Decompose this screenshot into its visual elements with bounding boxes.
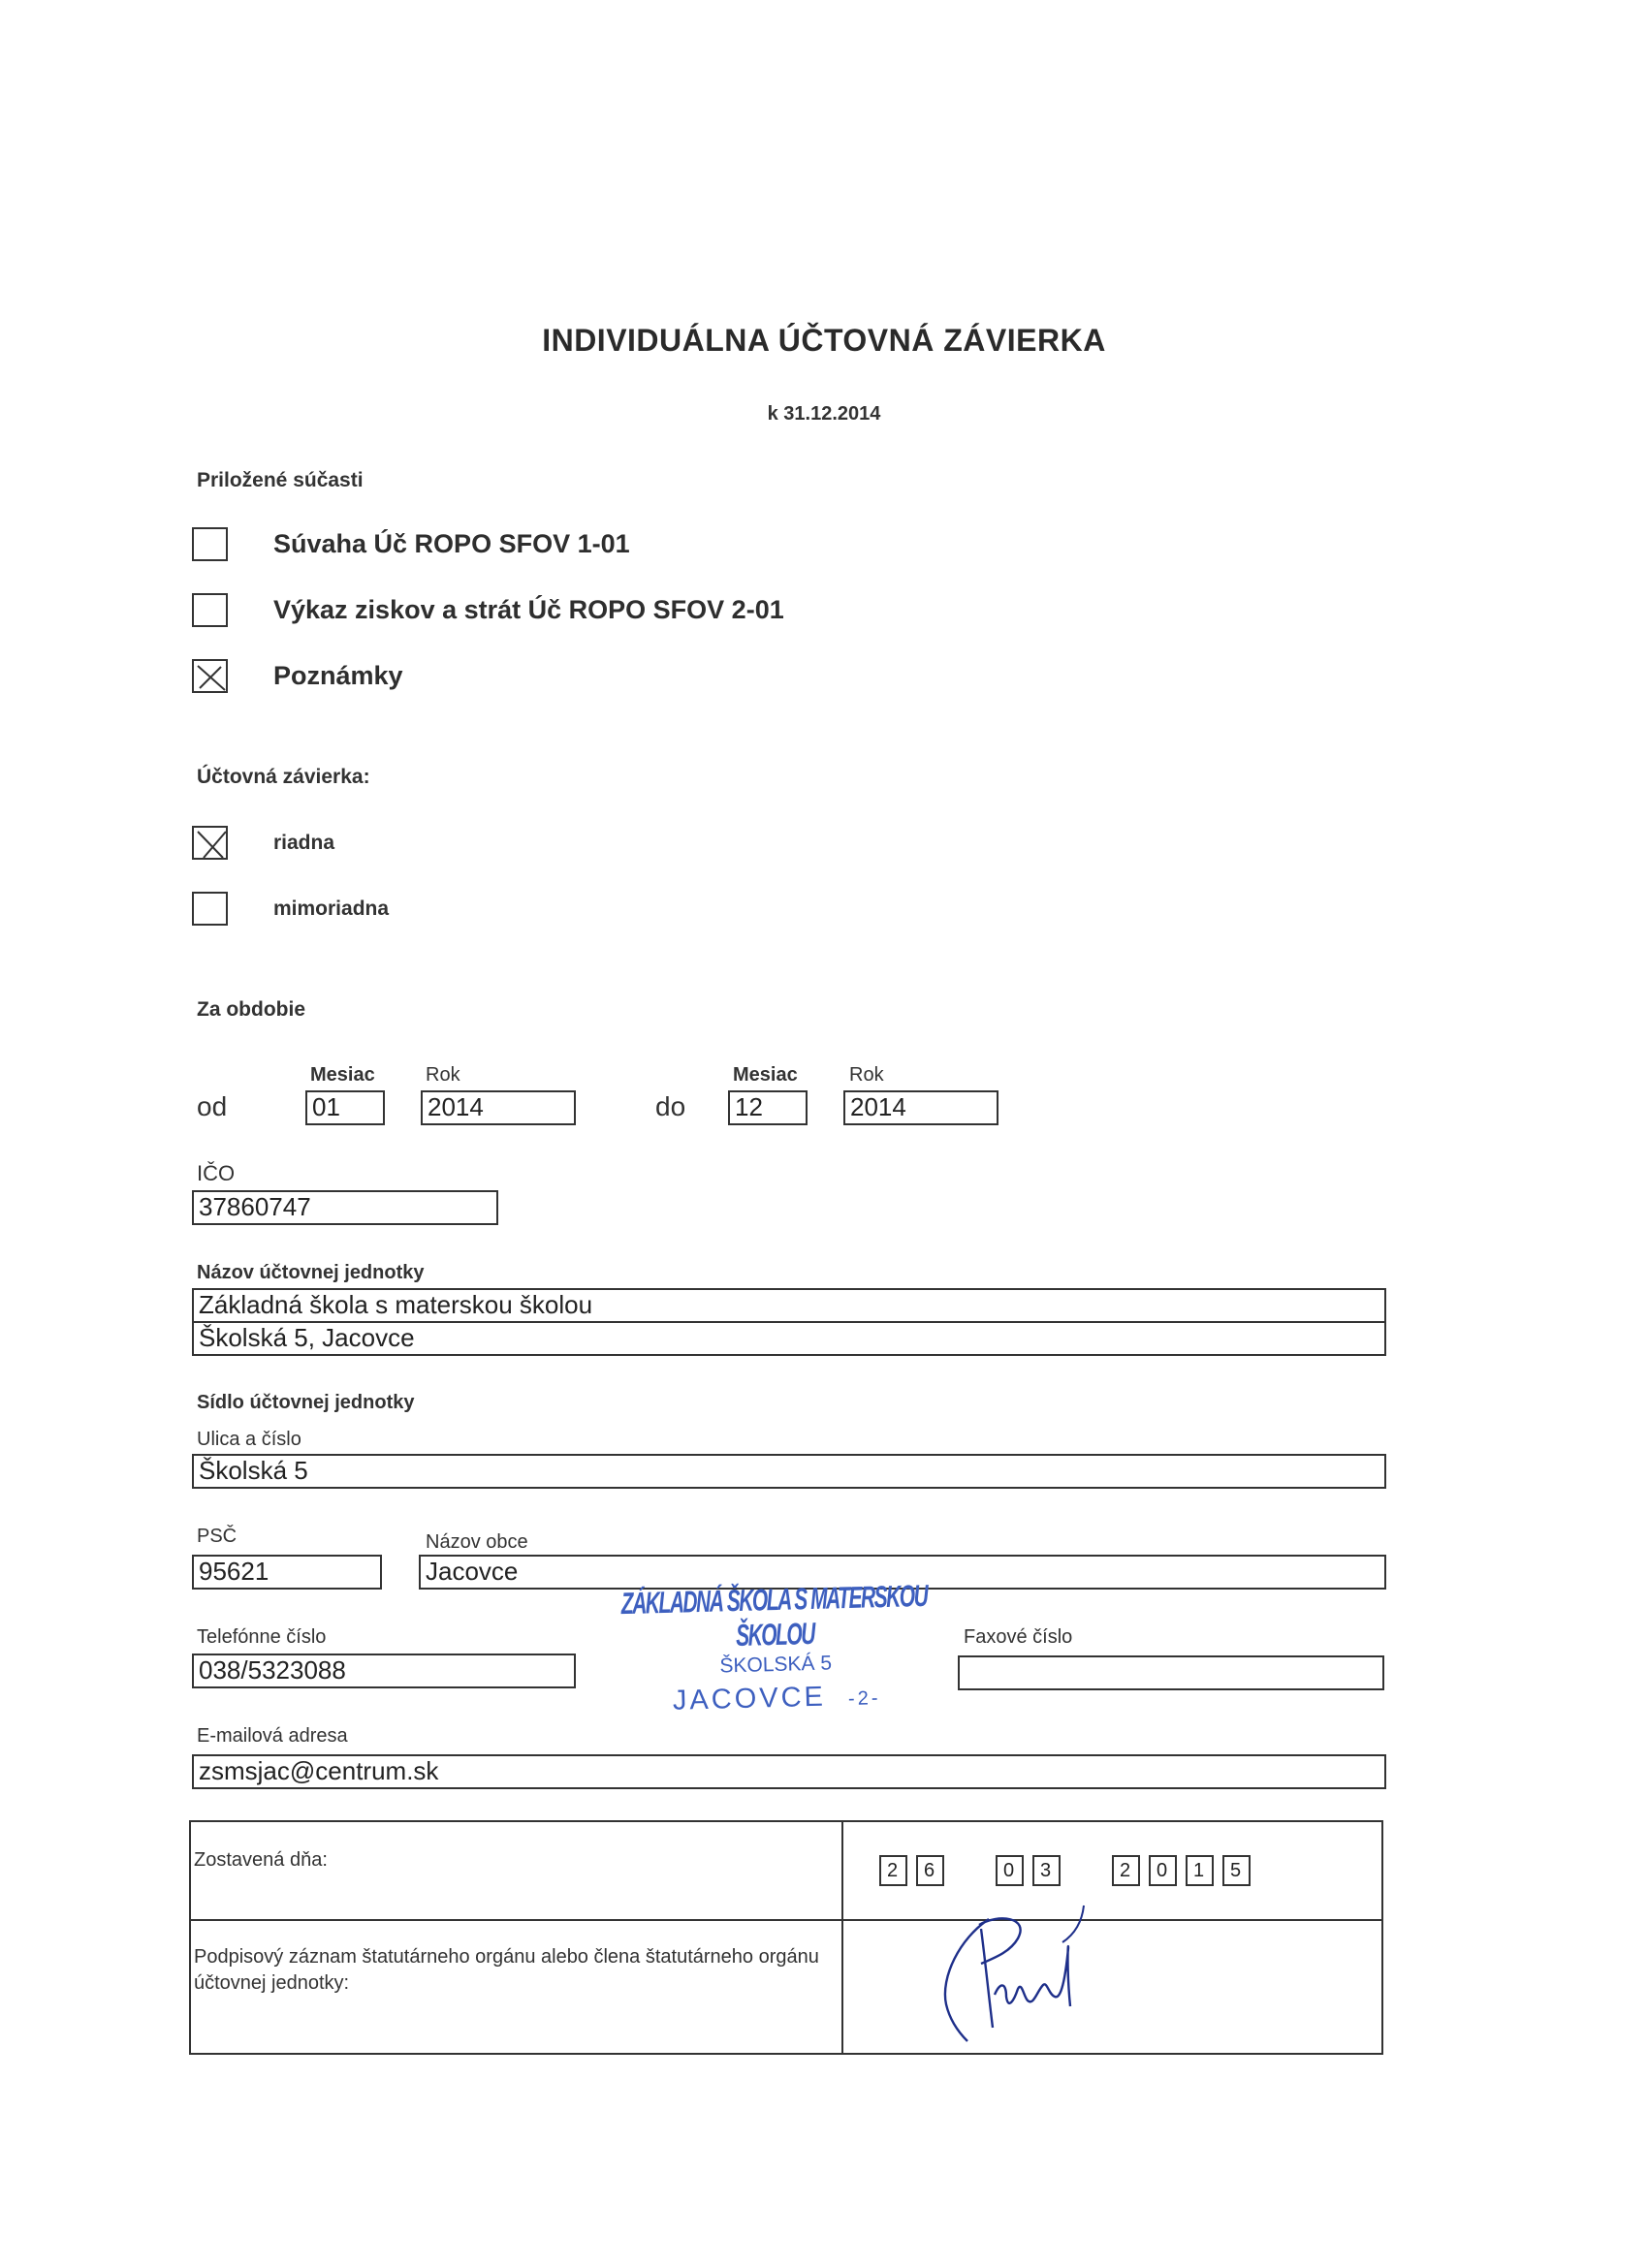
- check-mark-icon: [194, 661, 230, 695]
- fax-label: Faxové číslo: [964, 1626, 1073, 1648]
- month-digit-1[interactable]: 0: [996, 1855, 1024, 1886]
- to-month-label: Mesiac: [733, 1064, 798, 1086]
- to-year-label: Rok: [849, 1064, 884, 1086]
- page-title: INDIVIDUÁLNA ÚČTOVNÁ ZÁVIERKA: [542, 323, 1106, 358]
- ico-field[interactable]: 37860747: [192, 1190, 498, 1225]
- email-label: E-mailová adresa: [197, 1725, 348, 1747]
- stamp-line4: -2-: [847, 1687, 881, 1711]
- period-heading: Za obdobie: [197, 998, 305, 1021]
- checkbox-profit-loss[interactable]: [192, 593, 228, 627]
- compiled-label: Zostavená dňa:: [194, 1849, 328, 1871]
- day-digit-2[interactable]: 6: [916, 1855, 944, 1886]
- to-label: do: [655, 1091, 686, 1121]
- city-field[interactable]: Jacovce: [419, 1555, 1386, 1590]
- signature-label: Podpisový záznam štatutárneho orgánu alebo člena štatutárneho orgánu účtovnej jednotky:: [194, 1946, 819, 1994]
- from-month-label: Mesiac: [310, 1064, 375, 1086]
- fax-field[interactable]: [958, 1655, 1384, 1690]
- year-digit-2[interactable]: 0: [1149, 1855, 1177, 1886]
- address-heading: Sídlo účtovnej jednotky: [197, 1392, 415, 1413]
- entity-name-label: Názov účtovnej jednotky: [197, 1262, 425, 1283]
- check-mark-icon: [194, 828, 230, 862]
- psc-label: PSČ: [197, 1526, 238, 1547]
- signature-table-horizontal-divider: [189, 1919, 1383, 1921]
- to-month-field[interactable]: 12: [728, 1090, 808, 1125]
- year-digit-3[interactable]: 1: [1186, 1855, 1214, 1886]
- checkbox-label-notes: Poznámky: [273, 661, 403, 690]
- from-month-field[interactable]: 01: [305, 1090, 385, 1125]
- checkbox-label-balance-sheet: Súvaha Úč ROPO SFOV 1-01: [273, 529, 630, 558]
- psc-field[interactable]: 95621: [192, 1555, 382, 1590]
- to-year-field[interactable]: 2014: [843, 1090, 998, 1125]
- entity-name-line2-field[interactable]: Školská 5, Jacovce: [192, 1321, 1386, 1356]
- from-year-field[interactable]: 2014: [421, 1090, 576, 1125]
- year-digit-4[interactable]: 5: [1222, 1855, 1251, 1886]
- ico-label: IČO: [197, 1161, 236, 1185]
- entity-name-line1-field[interactable]: Základná škola s materskou školou: [192, 1288, 1386, 1323]
- month-digit-2[interactable]: 3: [1032, 1855, 1061, 1886]
- checkbox-label-regular: riadna: [273, 832, 335, 854]
- closing-type-heading: Účtovná závierka:: [197, 766, 370, 788]
- phone-label: Telefónne číslo: [197, 1626, 327, 1648]
- checkbox-extraordinary[interactable]: [192, 892, 228, 926]
- attachments-heading: Priložené súčasti: [197, 469, 364, 491]
- city-label: Názov obce: [426, 1531, 528, 1553]
- signature-table-vertical-divider: [841, 1820, 843, 2055]
- checkbox-notes[interactable]: [192, 659, 228, 693]
- stamp-line2: ŠKOLSKÁ 5: [719, 1652, 833, 1678]
- school-stamp: [609, 1579, 941, 1719]
- checkbox-regular[interactable]: [192, 826, 228, 860]
- report-date: k 31.12.2014: [767, 403, 881, 425]
- from-year-label: Rok: [426, 1064, 460, 1086]
- street-field[interactable]: Školská 5: [192, 1454, 1386, 1489]
- checkbox-balance-sheet[interactable]: [192, 527, 228, 561]
- year-digit-1[interactable]: 2: [1112, 1855, 1140, 1886]
- checkbox-label-extraordinary: mimoriadna: [273, 898, 390, 920]
- handwritten-signature: [921, 1900, 1134, 2055]
- street-label: Ulica a číslo: [197, 1429, 301, 1450]
- phone-field[interactable]: 038/5323088: [192, 1654, 576, 1688]
- day-digit-1[interactable]: 2: [879, 1855, 907, 1886]
- checkbox-label-profit-loss: Výkaz ziskov a strát Úč ROPO SFOV 2-01: [273, 595, 784, 624]
- email-field[interactable]: zsmsjac@centrum.sk: [192, 1754, 1386, 1789]
- from-label: od: [197, 1091, 228, 1121]
- stamp-line1: ZÁKLADNÁ ŠKOLA S MATERSKOU ŠKOLOU: [620, 1579, 928, 1654]
- stamp-line3: JACOVCE: [672, 1681, 827, 1717]
